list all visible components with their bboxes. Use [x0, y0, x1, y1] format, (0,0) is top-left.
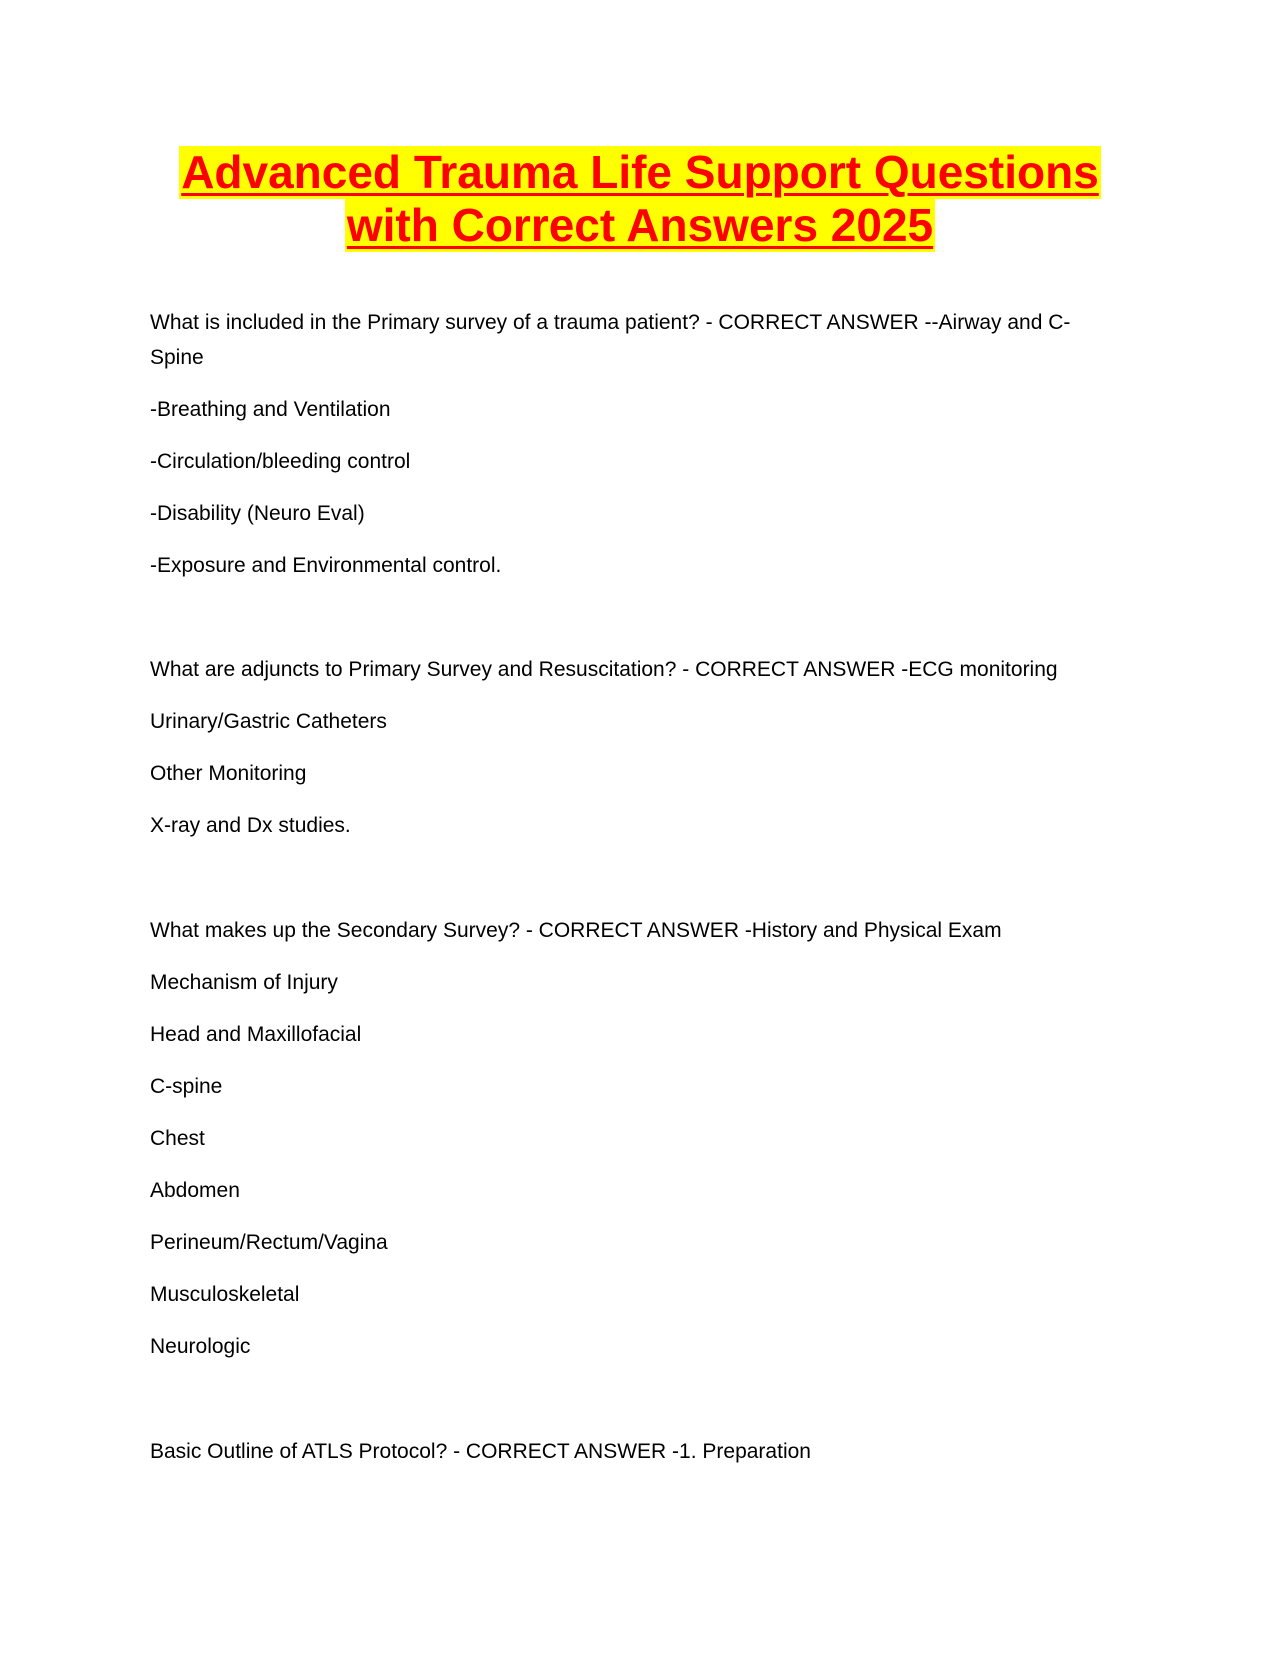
answer-1-item-1: -Breathing and Ventilation: [150, 398, 391, 421]
answer-2-item-3: X-ray and Dx studies.: [150, 814, 351, 837]
answer-1-item-4: -Exposure and Environmental control.: [150, 554, 502, 577]
question-1-line-2: Spine: [150, 346, 204, 369]
title-line-2: with Correct Answers 2025: [346, 199, 934, 251]
answer-3-item-2: Head and Maxillofacial: [150, 1023, 362, 1046]
question-1-line-1: What is included in the Primary survey of a trauma patient? - CORRECT ANSWER --Airway and C-: [150, 311, 1071, 334]
question-4-line-1: Basic Outline of ATLS Protocol? - CORRECT ANSWER -1. Preparation: [150, 1440, 811, 1463]
answer-1-item-3: -Disability (Neuro Eval): [150, 502, 365, 525]
answer-3-item-7: Musculoskeletal: [150, 1283, 300, 1306]
answer-3-item-8: Neurologic: [150, 1335, 251, 1358]
question-2-line-1: What are adjuncts to Primary Survey and Resuscitation? - CORRECT ANSWER -ECG monitoring: [150, 658, 1058, 681]
question-3-line-1: What makes up the Secondary Survey? - CORRECT ANSWER -History and Physical Exam: [150, 919, 1002, 942]
answer-3-item-5: Abdomen: [150, 1179, 240, 1202]
answer-3-item-1: Mechanism of Injury: [150, 971, 338, 994]
answer-3-item-6: Perineum/Rectum/Vagina: [150, 1231, 388, 1254]
answer-3-item-3: C-spine: [150, 1075, 223, 1098]
answer-3-item-4: Chest: [150, 1127, 205, 1150]
answer-1-item-2: -Circulation/bleeding control: [150, 450, 411, 473]
document-title: [0, 146, 1280, 252]
answer-2-item-2: Other Monitoring: [150, 762, 307, 785]
answer-2-item-1: Urinary/Gastric Catheters: [150, 710, 387, 733]
title-line-1: Advanced Trauma Life Support Questions: [181, 146, 1099, 198]
